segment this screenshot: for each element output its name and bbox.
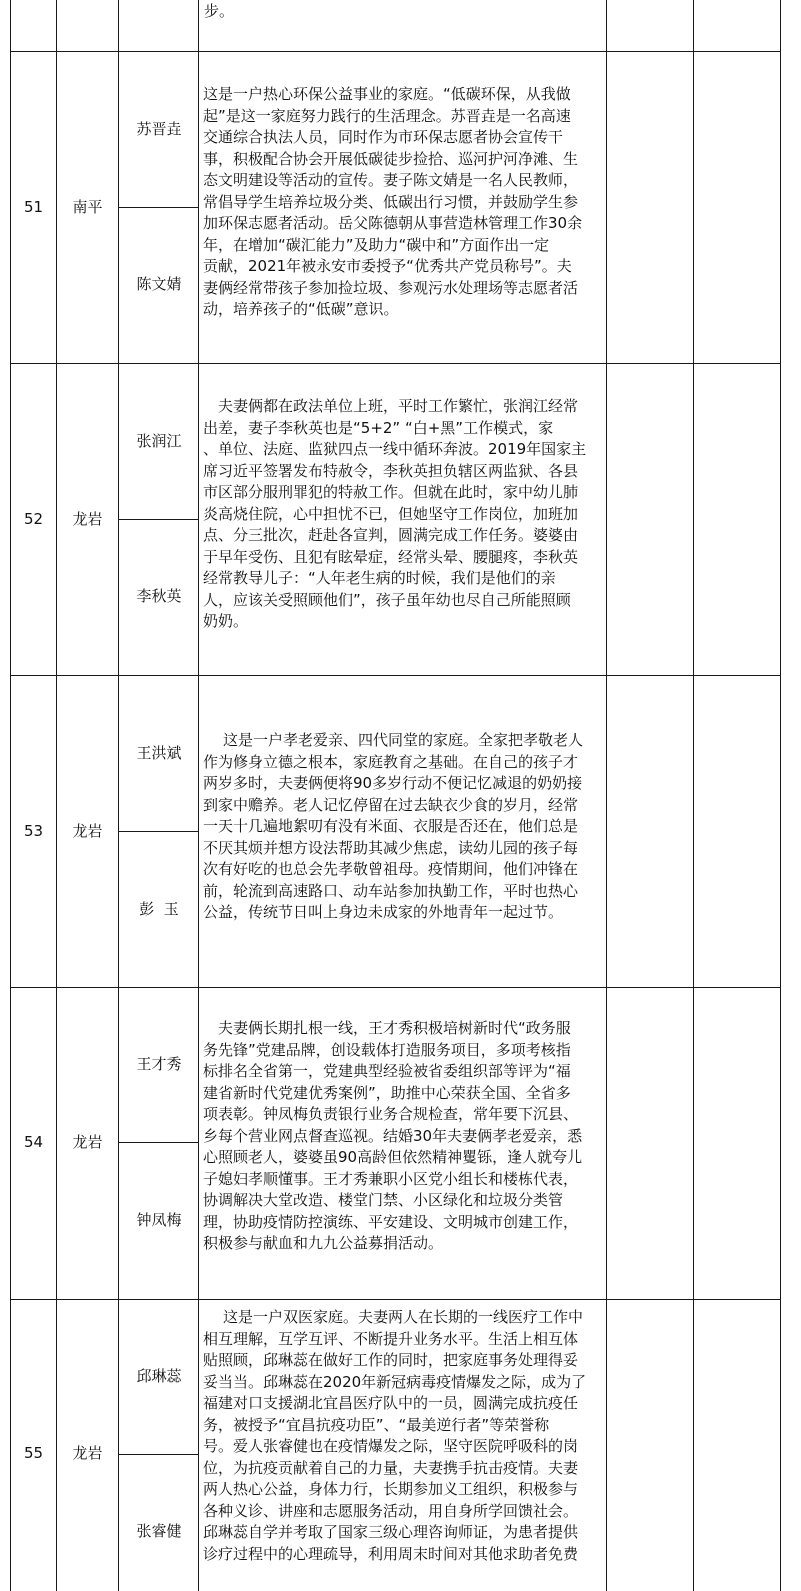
person-name: 张睿健: [136, 1522, 182, 1540]
description-line: 常倡导学生培养垃圾分类、低碳出行习惯，并鼓励学生参: [203, 192, 579, 211]
description-line: 福建对口支援湖北宜昌医疗队中的一员，圆满完成抗疫任: [203, 1394, 579, 1412]
description-line: 一天十几遍地絮叨有没有米面、衣服是否还在，他们总是: [203, 817, 579, 835]
description-line: 夫妻俩长期扎根一线，王才秀积极培树新时代“政务服: [218, 1019, 571, 1037]
description-line: 妻俩经常带孩子参加捡垃圾、参观污水处理场等志愿者活: [203, 278, 579, 297]
row-number: 54: [23, 1133, 44, 1151]
description-line: 积极参与献血和九九公益募捐活动。: [203, 1234, 444, 1252]
person-divider: [118, 831, 199, 832]
description-line: 作为修身立德之根本，家庭教育之基础。在自己的孩子才: [203, 752, 579, 771]
description-line: 公益，传统节日叫上身边未成家的外地青年一起过节。: [203, 903, 564, 921]
description-line: 各种义诊、讲座和志愿服务活动，用自身所学回馈社会。: [203, 1501, 579, 1520]
person-name: 王洪斌: [136, 744, 182, 762]
description-line: 加环保志愿者活动。岳父陈德朝从事营造林管理工作30余: [203, 214, 583, 232]
row-number: 51: [23, 198, 44, 216]
description-line: 于早年受伤、且犯有眩晕症，经常头晕、腰腿疼，李秋英: [203, 547, 579, 566]
table-border-right: [780, 0, 781, 1591]
description-line: 、单位、法庭、监狱四点一线中循环奔波。2019年国家主: [203, 440, 587, 458]
description-line: 位，为抗疫贡献着自己的力量，夫妻携手抗击疫情。夫妻: [203, 1458, 579, 1477]
person-divider: [118, 519, 199, 520]
description-line: 项表彰。钟凤梅负责银行业务合规检查，常年要下沉县、: [203, 1105, 579, 1123]
description-line: 贡献，2021年被永安市委授予“优秀共产党员称号”。夫: [203, 257, 572, 275]
description-line: 前，轮流到高速路口、动车站参加执勤工作，平时也热心: [203, 881, 579, 900]
description-line: 经常教导儿子：“人年老生病的时候，我们是他们的亲: [203, 569, 556, 587]
description-line: 人，应该关受照顾他们”，孩子虽年幼也尽自己所能照顾: [203, 590, 571, 609]
description-line: 务先锋”党建品牌，创设载体打造服务项目，多项考核指: [203, 1040, 571, 1059]
person-divider: [118, 1142, 199, 1143]
family-description: [203, 84, 605, 321]
description-line: 点、分三批次，赶赴各宣判，圆满完成工作任务。婆婆由: [203, 526, 579, 544]
description-line: 邱琳蕊自学并考取了国家三级心理咨询师证，为患者提供: [203, 1523, 579, 1541]
continued-text: 步。: [204, 2, 235, 20]
description-line: 事，积极配合协会开展低碳徒步捡拾、巡河护河净滩、生: [203, 149, 579, 168]
column-divider: [693, 0, 694, 1591]
person-name: 陈文婧: [136, 275, 182, 293]
person-divider: [118, 207, 199, 208]
row-number: 55: [23, 1444, 44, 1462]
description-line: 协调解决大堂改造、楼堂门禁、小区绿化和垃圾分类管: [203, 1191, 564, 1209]
family-description: [203, 730, 605, 924]
column-divider: [606, 0, 607, 1591]
column-divider: [198, 0, 199, 1591]
family-description: [203, 1307, 605, 1565]
person-name: 彭 玉: [139, 900, 179, 918]
person-name: 李秋英: [136, 587, 182, 605]
description-line: 奶奶。: [203, 612, 249, 630]
row-number: 52: [23, 510, 44, 528]
description-line: 夫妻俩都在政法单位上班，平时工作繁忙，张润江经常: [218, 397, 579, 415]
column-divider: [118, 0, 119, 1591]
description-line: 这是一户热心环保公益事业的家庭。“低碳环保，从我做: [203, 85, 571, 103]
description-line: 起”是这一家庭努力践行的生活理念。苏晋垚是一名高速: [203, 106, 571, 125]
description-line: 动，培养孩子的“低碳”意识。: [203, 300, 399, 318]
description-line: 妥当当。邱琳蕊在2020年新冠病毒疫情爆发之际，成为了: [203, 1372, 587, 1391]
row-divider: [10, 1299, 781, 1300]
description-line: 这是一户双医家庭。夫妻两人在长期的一线医疗工作中: [223, 1308, 584, 1326]
row-city: 龙岩: [72, 1133, 103, 1151]
row-divider: [10, 987, 781, 988]
description-line: 务，被授予“宜昌抗疫功臣”、“最美逆行者”等荣誉称: [203, 1415, 550, 1434]
description-line: 心照顾老人，婆婆虽90高龄但依然精神矍铄，逢人就夸儿: [203, 1148, 583, 1166]
description-line: 号。爱人张睿健也在疫情爆发之际，坚守医院呼吸科的岗: [203, 1437, 579, 1455]
row-divider: [10, 363, 781, 364]
family-description: [203, 1018, 605, 1255]
description-line: 市区部分服刑罪犯的特赦工作。但就在此时，家中幼儿肺: [203, 483, 579, 501]
description-line: 贴照顾，邱琳蕊在做好工作的同时，把家庭事务处理得妥: [203, 1351, 579, 1369]
description-line: 态文明建设等活动的宣传。妻子陈文婧是一名人民教师，: [203, 171, 579, 189]
description-line: 诊疗过程中的心理疏导，利用周末时间对其他求助者免费: [203, 1544, 579, 1563]
description-line: 相互理解，互学互评、不断提升业务水平。生活上相互体: [203, 1329, 579, 1348]
row-city: 南平: [72, 198, 103, 216]
person-name: 张润江: [136, 432, 182, 450]
person-divider: [118, 1454, 199, 1455]
description-line: 标排名全省第一，党建典型经验被省委组织部等评为“福: [203, 1062, 571, 1080]
person-name: 苏晋垚: [136, 120, 182, 138]
row-city: 龙岩: [72, 510, 103, 528]
description-line: 两岁多时，夫妻俩便将90多岁行动不便记忆减退的奶奶接: [203, 774, 583, 792]
person-name: 邱琳蕊: [136, 1367, 182, 1385]
row-number: 53: [23, 822, 44, 840]
description-line: 出差，妻子李秋英也是“5+2” “白+黑”工作模式，家: [203, 418, 554, 437]
description-line: 两人热心公益，身体力行，长期参加义工组织，积极参与: [203, 1480, 579, 1498]
row-city: 龙岩: [72, 1444, 103, 1462]
description-line: 乡每个营业网点督查巡视。结婚30年夫妻俩孝老爱亲，悉: [203, 1126, 583, 1145]
description-line: 交通综合执法人员，同时作为市环保志愿者协会宣传干: [203, 128, 564, 146]
person-name: 王才秀: [136, 1055, 182, 1073]
row-city: 龙岩: [72, 822, 103, 840]
row-divider: [10, 51, 781, 52]
description-line: 理，协助疫情防控演练、平安建设、文明城市创建工作，: [203, 1212, 579, 1231]
description-line: 这是一户孝老爱亲、四代同堂的家庭。全家把孝敬老人: [223, 731, 584, 749]
column-divider: [56, 0, 57, 1591]
person-name: 钟凤梅: [136, 1211, 182, 1229]
description-line: 炎高烧住院，心中担忧不已，但她坚守工作岗位，加班加: [203, 504, 579, 523]
description-line: 次有好吃的也总会先孝敬曾祖母。疫情期间，他们冲锋在: [203, 860, 579, 878]
table-border-left: [10, 0, 11, 1591]
family-description: [203, 396, 605, 633]
description-line: 不厌其烦并想方设法帮助其减少焦虑，读幼儿园的孩子每: [203, 838, 579, 857]
description-line: 年，在增加“碳汇能力”及助力“碳中和”方面作出一定: [203, 235, 550, 254]
description-line: 席习近平签署发布特赦令，李秋英担负辖区两监狱、各县: [203, 461, 579, 480]
description-line: 到家中赡养。老人记忆停留在过去缺衣少食的岁月，经常: [203, 795, 579, 814]
description-line: 子媳妇孝顺懂事。王才秀兼职小区党小组长和楼栋代表，: [203, 1169, 579, 1188]
row-divider: [10, 675, 781, 676]
description-line: 建省新时代党建优秀案例”，助推中心荣获全国、全省多: [203, 1083, 571, 1102]
